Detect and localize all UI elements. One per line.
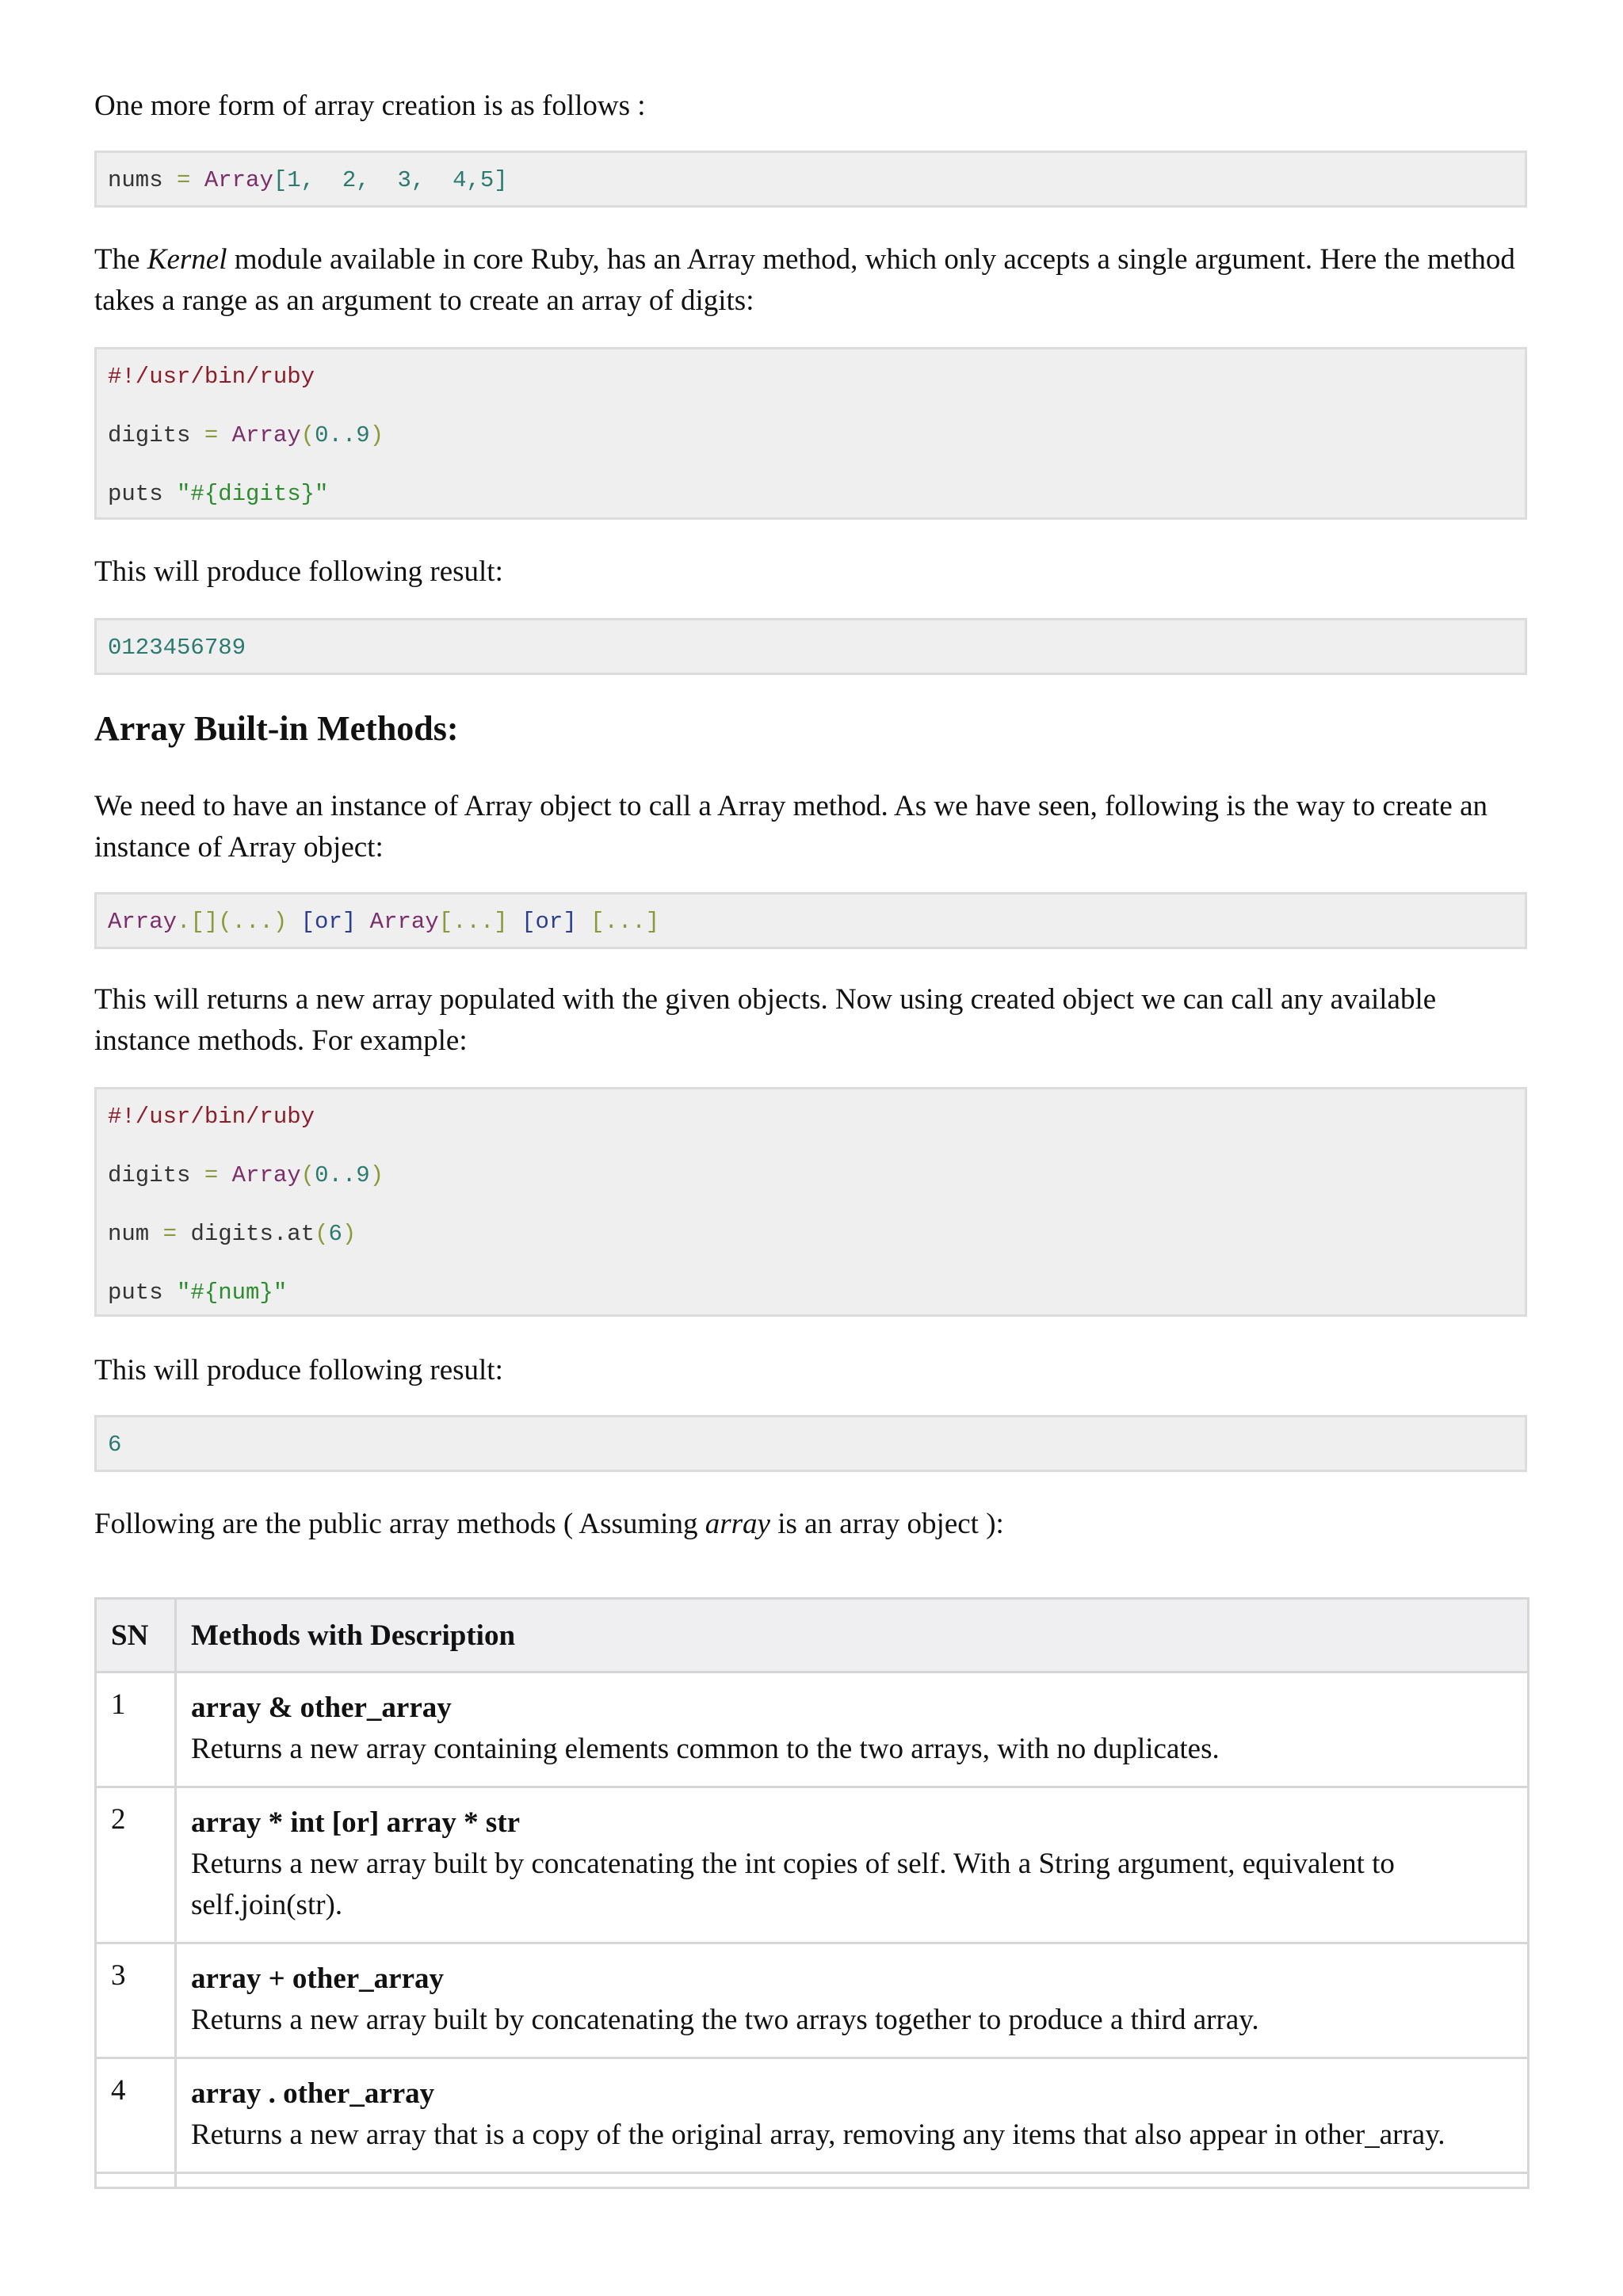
- row-method: [176, 1787, 1529, 1943]
- text-span: module available in core Ruby, has an Array method, which only accepts a single argument. Here the method takes a range as an argument to create an array of digits:: [94, 243, 1515, 317]
- code-token: Array: [231, 1162, 301, 1188]
- methods-intro-paragraph: This will returns a new array populated with the given objects. Now using created object we can call any available instance methods. For example:: [94, 983, 1437, 1057]
- code-line: [108, 1280, 287, 1306]
- code-token: ): [342, 1221, 357, 1247]
- code-token: (: [300, 1162, 315, 1188]
- header-methods: Methods with Description: [176, 1599, 1529, 1672]
- table-row: [96, 1672, 1529, 1787]
- shebang-line: #!/usr/bin/ruby: [108, 364, 315, 390]
- code-block-digits: [94, 347, 1527, 520]
- code-token: 6: [328, 1221, 342, 1247]
- text-span: The: [94, 243, 147, 276]
- code-token: [...]: [438, 909, 508, 935]
- code-token: Array: [231, 422, 301, 448]
- code-token: =: [149, 1221, 191, 1247]
- code-token: 0..9: [315, 422, 370, 448]
- row-method-empty: [176, 2173, 1529, 2188]
- code-token: ): [369, 1162, 384, 1188]
- row-sn: 1: [96, 1672, 176, 1787]
- result-label: This will produce following result:: [94, 1354, 503, 1386]
- code-line: [108, 909, 659, 936]
- shebang-line: #!/usr/bin/ruby: [108, 1104, 315, 1130]
- row-method: [176, 2058, 1529, 2173]
- method-name: array + other_array: [191, 1962, 445, 1995]
- output-text: 6: [108, 1432, 122, 1458]
- method-description: Returns a new array built by concatenating the int copies of self. With a String argument, equivalent to self.join(str).: [191, 1848, 1395, 1921]
- kernel-paragraph: [94, 239, 1529, 322]
- code-token: [or]: [287, 909, 370, 935]
- kernel-emphasis: Kernel: [147, 243, 227, 276]
- row-sn-empty: [96, 2173, 176, 2188]
- row-method: [176, 1672, 1529, 1787]
- code-token: puts: [108, 481, 178, 507]
- code-block-constructors: [94, 892, 1527, 949]
- output-block: [94, 618, 1527, 675]
- code-token: "#{digits}": [177, 481, 329, 507]
- code-line: [108, 422, 384, 449]
- row-sn: 4: [96, 2058, 176, 2173]
- output-text: 0123456789: [108, 635, 246, 661]
- code-token: digits.at: [190, 1221, 315, 1247]
- code-token: puts: [108, 1280, 178, 1306]
- code-token: .[](...): [177, 909, 288, 935]
- code-line: [108, 1162, 384, 1189]
- code-token: 0..9: [315, 1162, 370, 1188]
- method-description: Returns a new array built by concatenating the two arrays together to produce a third array.: [191, 2004, 1259, 2036]
- code-token: nums: [108, 167, 163, 193]
- text-span: is an array object ):: [769, 1508, 1004, 1540]
- table-row: [96, 2058, 1529, 2173]
- code-line: [108, 481, 328, 508]
- row-method: [176, 1943, 1529, 2058]
- code-block-at-example: [94, 1087, 1527, 1317]
- output-block: [94, 1415, 1527, 1472]
- code-block-array-literal: [94, 151, 1527, 208]
- code-token: ): [369, 422, 384, 448]
- table-row: [96, 1943, 1529, 2058]
- method-description: Returns a new array that is a copy of the original array, removing any items that also appear in other_array.: [191, 2119, 1445, 2151]
- code-token: Array: [204, 167, 273, 193]
- code-token: Array: [369, 909, 439, 935]
- code-line: [108, 1221, 356, 1248]
- public-methods-paragraph: [94, 1504, 1529, 1545]
- method-name: array & other_array: [191, 1691, 452, 1724]
- text-span: Following are the public array methods ( Assuming: [94, 1508, 705, 1540]
- code-token: Array: [108, 909, 178, 935]
- code-line: [108, 167, 508, 194]
- code-token: =: [190, 422, 232, 448]
- code-token: digits: [108, 422, 191, 448]
- row-sn: 2: [96, 1787, 176, 1943]
- code-token: (: [300, 422, 315, 448]
- header-sn: SN: [96, 1599, 176, 1672]
- method-name: array . other_array: [191, 2077, 435, 2110]
- table-header-row: [96, 1599, 1529, 1672]
- section-heading: Array Built-in Methods:: [94, 709, 459, 748]
- code-token: [1, 2, 3, 4,5]: [273, 167, 508, 193]
- code-token: [...]: [590, 909, 660, 935]
- row-sn: 3: [96, 1943, 176, 2058]
- code-token: digits: [108, 1162, 191, 1188]
- code-token: =: [162, 167, 204, 193]
- method-description: Returns a new array containing elements common to the two arrays, with no duplicates.: [191, 1733, 1220, 1765]
- code-token: "#{num}": [177, 1280, 288, 1306]
- instance-paragraph: We need to have an instance of Array object to call a Array method. As we have seen, following is the way to create an instance of Array object:: [94, 790, 1488, 864]
- table-row-cut: [96, 2173, 1529, 2188]
- table-row: [96, 1787, 1529, 1943]
- intro-paragraph: One more form of array creation is as follows :: [94, 90, 646, 122]
- result-label: This will produce following result:: [94, 555, 503, 588]
- code-token: =: [190, 1162, 232, 1188]
- code-token: (: [315, 1221, 329, 1247]
- code-token: [or]: [507, 909, 591, 935]
- method-name: array * int [or] array * str: [191, 1806, 521, 1839]
- code-token: num: [108, 1221, 150, 1247]
- array-emphasis: array: [705, 1508, 770, 1540]
- methods-table: [94, 1597, 1529, 2189]
